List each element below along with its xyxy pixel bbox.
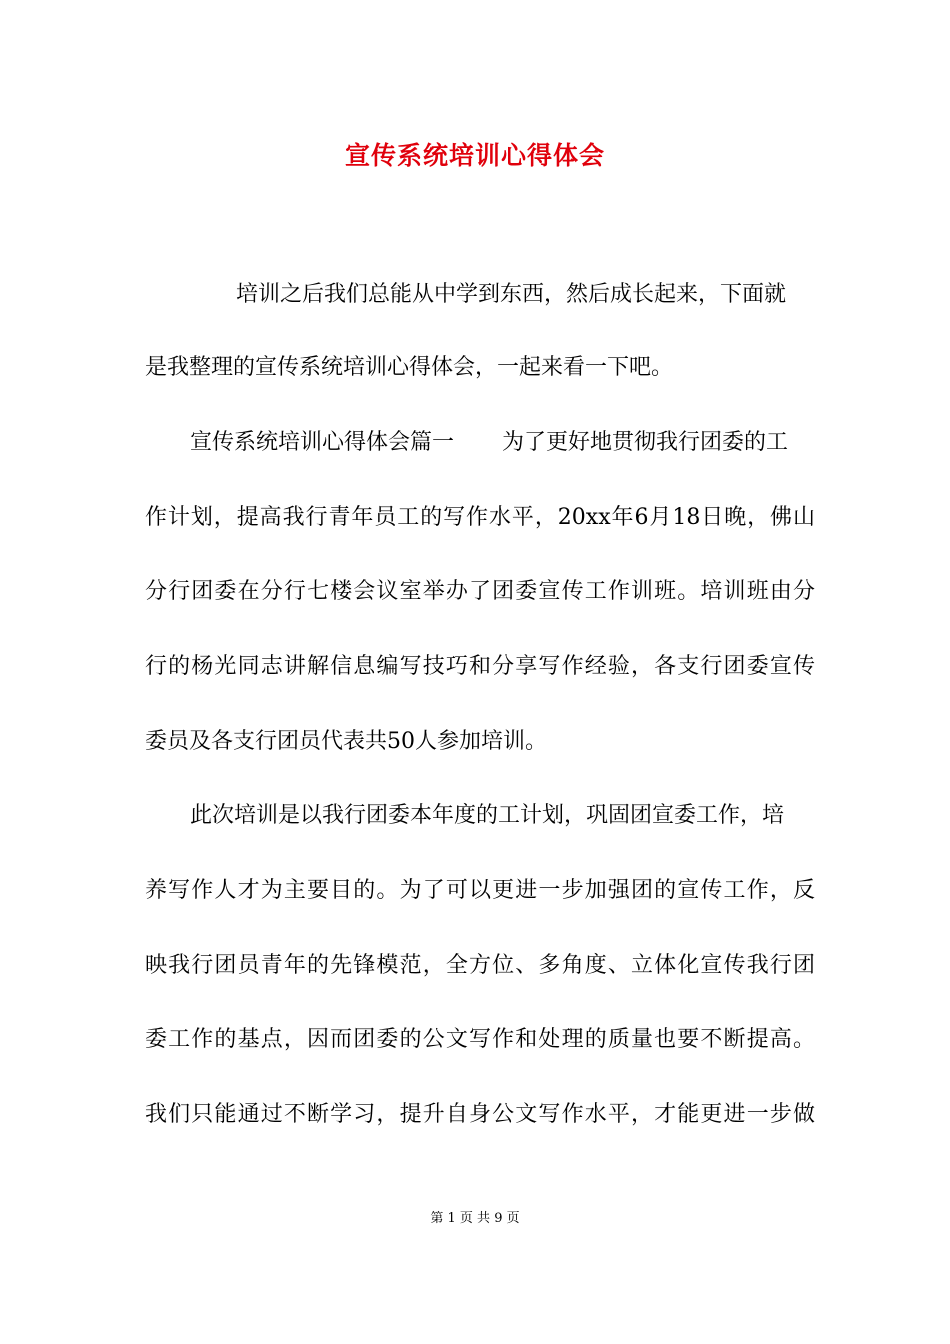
paragraph2-line-1: 此次培训是以我行团委本年度的工计划，巩固团宣委工作，培 <box>190 803 785 828</box>
section1-line-4: 行的杨光同志讲解信息编写技巧和分享写作经验，各支行团委宣传 <box>145 654 815 679</box>
paragraph2-line-3: 映我行团员青年的先锋模范，全方位、多角度、立体化宣传我行团 <box>145 953 815 978</box>
section1-line-1 <box>190 428 815 458</box>
paragraph2-line-2: 养写作人才为主要目的。为了可以更进一步加强团的宣传工作，反 <box>145 878 815 903</box>
document-title: 宣传系统培训心得体会 <box>344 141 605 170</box>
paragraph2-line-5: 我们只能通过不断学习，提升自身公文写作水平，才能更进一步做 <box>145 1102 815 1127</box>
page-number: 第 1 页 共 9 页 <box>430 1211 520 1226</box>
paragraph2-line-4: 委工作的基点，因而团委的公文写作和处理的质量也要不断提高。 <box>145 1027 815 1052</box>
section1-line-1-text: 为了更好地贯彻我行团委的工 <box>502 430 789 455</box>
intro-line-1: 培训之后我们总能从中学到东西，然后成长起来，下面就 <box>236 282 787 307</box>
section1-line-2: 作计划，提高我行青年员工的写作水平，20xx年6月18日晚，佛山 <box>145 505 815 530</box>
section1-line-3: 分行团委在分行七楼会议室举办了团委宣传工作训班。培训班由分 <box>145 579 815 604</box>
intro-line-2: 是我整理的宣传系统培训心得体会，一起来看一下吧。 <box>145 355 674 380</box>
section1-line-5: 委员及各支行团员代表共50人参加培训。 <box>145 729 547 754</box>
section-heading: 宣传系统培训心得体会篇一 <box>190 430 455 455</box>
